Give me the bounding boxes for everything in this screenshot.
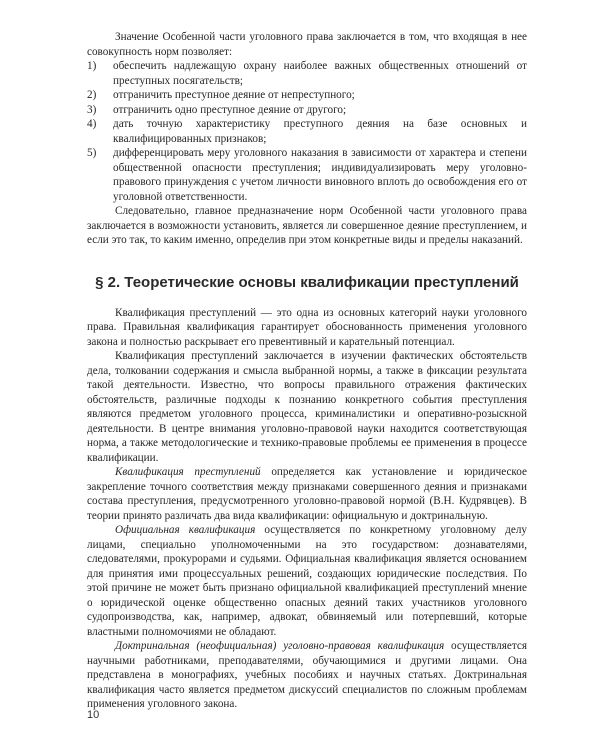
list-item-text: отграничить преступное деяние от непреступного; (113, 89, 355, 101)
paragraph-qualification-process: Квалификация преступлений заключается в изучении фактических обстоятельств дела, толковании содержания и смысла выбранной нормы, а также в фиксации результата такой деятельности. Известно, что вопросы правильного отражения фактических обстоятельств, различные подходы к познанию конкретного события преступления являются предметом уголовного процесса, криминалистики и оперативно-розыскной деятельности. В центре внимания уголовно-правовой науки находится соответствующая норма, а также методологические и технико-правовые проблемы ее применения в процессе квалификации. (87, 350, 527, 464)
term-official-qualification: Официальная квалификация (115, 524, 256, 536)
list-item-text: дифференцировать меру уголовного наказания в зависимости от характера и степени общественной опасности преступления; индивидуализировать меру уголовно-правового принуждения с учетом личности виновного вплоть до освобождения его от уголовной ответственности. (113, 147, 527, 203)
paragraph-qualification-term (87, 465, 527, 523)
doctrinal-qualification-text: осуществляется научными работниками, преподавателями, обучающимися и другими лицами. Она представлена в монографиях, учебных пособиях и научных статьях. Доктринальная квалификация часто является предметом дискуссий специалистов по сложным проблемам применения уголовного закона. (87, 640, 527, 710)
list-item-number: 4) (87, 118, 97, 130)
paragraph-qualification-definition: Квалификация преступлений — это одна из основных категорий науки уголовного права. Правильная квалификация гарантирует обоснованность применения уголовного закона и полностью раскрывает его превентивный и карательный потенциал. (87, 306, 527, 348)
term-qualification: Квалификация преступлений (115, 466, 261, 478)
list-item-number: 3) (87, 103, 97, 116)
official-qualification-text: осуществляется по конкретному уголовному делу лицами, специально уполномоченными на это государством: дознавателями, следователями, прокурорами и судьями. Официальная квалификация является основанием для принятия ими процессуальных решений, создающих юридические последствия. По этой причине не может быть признано официальной квалификацией преступлений мнение о юридической оценке общественно опасных деяний таких участников уголовного судопроизводства, как, например, адвокат, обвиняемый или потерпевший, которые властными полномочиями не обладают. (87, 524, 528, 638)
list-item-text: дать точную характеристику преступного деяния на базе основных и квалифицированных признаков; (113, 118, 527, 145)
intro-conclusion-paragraph: Следовательно, главное предназначение норм Особенной части уголовного права заключается в возможности установить, является ли совершенное деяние преступлением, и если это так, то каким именно, определив при этом конкретные виды и пределы наказаний. (87, 205, 527, 246)
list-item-number: 1) (87, 60, 97, 72)
list-item (87, 88, 527, 103)
list-item (87, 59, 527, 88)
list-item-number: 5) (87, 147, 97, 159)
paragraph-doctrinal-qualification (87, 639, 527, 712)
page-text-block (87, 30, 527, 712)
term-doctrinal-qualification: Доктринальная (неофициальная) уголовно-правовая квалификация (115, 640, 445, 652)
list-item (87, 146, 527, 204)
list-item (87, 103, 527, 118)
list-item-text: отграничить одно преступное деяние от другого; (113, 103, 347, 116)
list-item (87, 117, 527, 146)
list-item-number: 2) (87, 89, 97, 101)
section-title: § 2. Теоретические основы квалификации преступлений (95, 273, 519, 291)
term-qualification-text: определяется как установление и юридическое закрепление точного соответствия между признаками совершенного деяния и признаками состава преступления, предусмотренного уголовно-правовой нормой (В.Н. Кудрявцев). В теории принято различать два вида квалификации: официальную и доктринальную. (87, 466, 527, 522)
list-item-text: обеспечить надлежащую охрану наиболее важных общественных отношений от преступных посягательств; (113, 60, 527, 87)
intro-lead-paragraph: Значение Особенной части уголовного права заключается в том, что входящая в нее совокупность норм позволяет: (87, 31, 527, 58)
goals-list (87, 59, 527, 204)
paragraph-official-qualification (87, 523, 527, 639)
page-number: 10 (87, 709, 100, 721)
